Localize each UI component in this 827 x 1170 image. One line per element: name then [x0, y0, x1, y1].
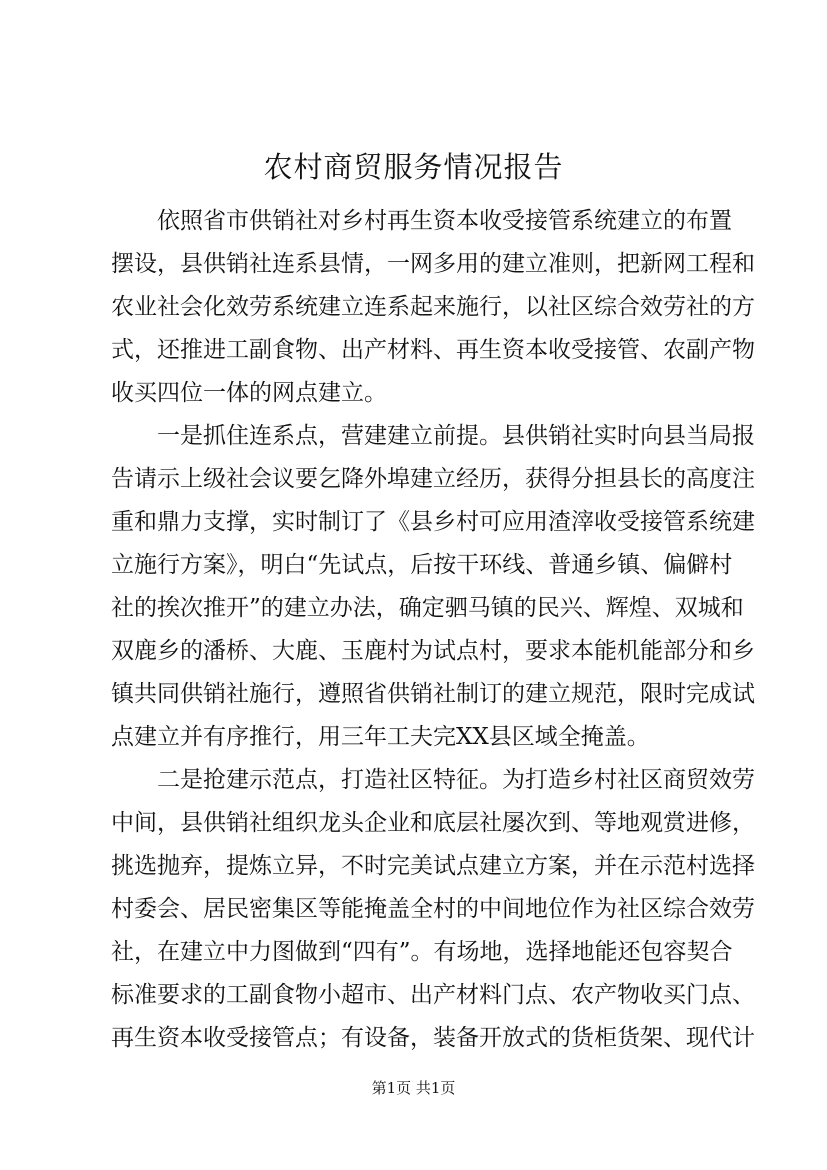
text-line: 依照省市供销社对乡村再生资本收受接管系统建立的布置 — [157, 208, 732, 234]
document-body — [111, 200, 755, 1060]
text-line: 挑选抛弃，提炼立异，不时完美试点建立方案，并在示范村选择 — [111, 853, 755, 879]
text-line: 村委会、居民密集区等能掩盖全村的中间地位作为社区综合效劳 — [111, 896, 755, 922]
text-line: 告请示上级社会议要乞降外埠建立经历，获得分担县长的高度注 — [111, 466, 755, 492]
text-line: 再生资本收受接管点；有设备，装备开放式的货柜货架、现代计 — [111, 1025, 755, 1051]
page-footer: 第1页 共1页 — [371, 1079, 456, 1097]
text-line: 镇共同供销社施行，遵照省供销社制订的建立规范，限时完成试 — [111, 681, 755, 707]
text-line: 重和鼎力支撑，实时制订了《县乡村可应用渣滓收受接管系统建 — [111, 509, 755, 535]
text-line: 社的挨次推开”的建立办法，确定驷马镇的民兴、辉煌、双城和 — [111, 595, 744, 621]
paragraph-3 — [111, 759, 755, 1060]
text-line: 收买四位一体的网点建立。 — [111, 380, 387, 406]
text-line: 社，在建立中力图做到“四有”。有场地，选择地能还包容契合 — [111, 939, 733, 965]
text-line: 标准要求的工副食物小超市、出产材料门点、农产物收买门点、 — [111, 982, 755, 1008]
paragraph-1 — [111, 200, 755, 415]
paragraph-2 — [111, 415, 755, 759]
text-line: 立施行方案》，明白“先试点，后按干环线、普通乡镇、偏僻村 — [111, 552, 733, 578]
text-line: 摆设，县供销社连系县情，一网多用的建立准则，把新网工程和 — [111, 251, 755, 277]
text-line: 点建立并有序推行，用三年工夫完XX县区域全掩盖。 — [111, 724, 650, 750]
document-title: 农村商贸服务情况报告 — [263, 150, 564, 184]
text-line: 农业社会化效劳系统建立连系起来施行，以社区综合效劳社的方 — [111, 294, 755, 320]
text-line: 中间，县供销社组织龙头企业和底层社屡次到、等地观赏进修， — [111, 810, 755, 836]
text-line: 双鹿乡的潘桥、大鹿、玉鹿村为试点村，要求本能机能部分和乡 — [111, 638, 755, 664]
text-line: 二是抢建示范点，打造社区特征。为打造乡村社区商贸效劳 — [157, 767, 755, 793]
text-line: 式，还推进工副食物、出产材料、再生资本收受接管、农副产物 — [111, 337, 755, 363]
text-line: 一是抓住连系点，营建建立前提。县供销社实时向县当局报 — [157, 423, 755, 449]
